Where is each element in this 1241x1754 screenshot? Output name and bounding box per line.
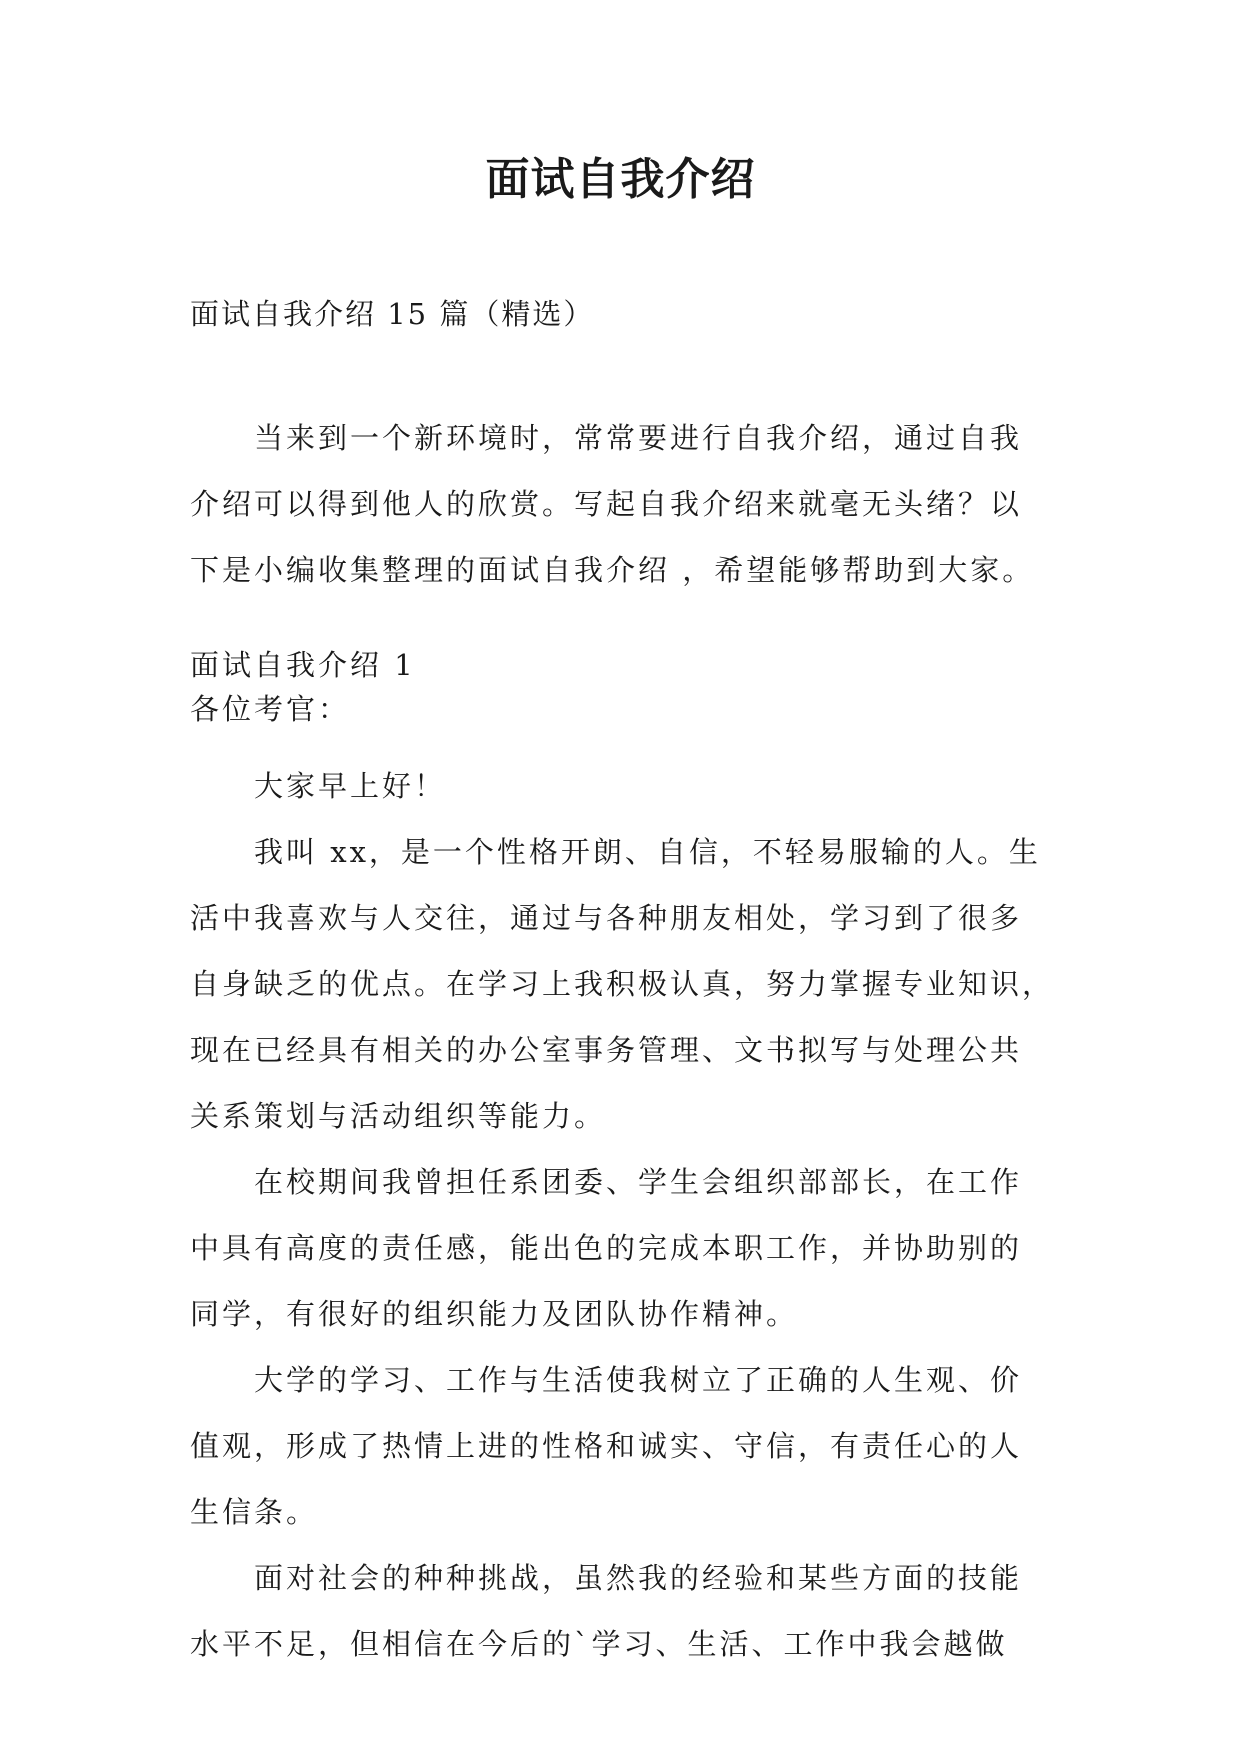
text-line: 水平不足，但相信在今后的`学习、生活、工作中我会越做 [190,1627,1008,1661]
paragraph-4 [190,1545,1060,1677]
text-line: 面对社会的种种挑战，虽然我的经验和某些方面的技能 [254,1561,1023,1595]
greeting: 大家早上好！ [254,769,447,803]
paragraph-2 [190,1149,1060,1347]
text-line: 下是小编收集整理的面试自我介绍 ，希望能够帮助到大家。 [190,553,1035,587]
text-line: 在校期间我曾担任系团委、学生会组织部部长，在工作 [254,1165,1023,1199]
intro-paragraph [190,405,1060,603]
section-1 [190,643,1060,1677]
section-heading: 面试自我介绍 1 [190,648,416,682]
document-title: 面试自我介绍 [485,154,756,205]
text-line: 生信条。 [190,1495,319,1529]
salutation: 各位考官： [190,692,351,726]
text-line: 介绍可以得到他人的欣赏。写起自我介绍来就毫无头绪？以 [190,487,1023,521]
text-line: 当来到一个新环境时，常常要进行自我介绍，通过自我 [254,421,1023,455]
text-line: 同学，有很好的组织能力及团队协作精神。 [190,1297,799,1331]
text-line: 活中我喜欢与人交往，通过与各种朋友相处，学习到了很多 [190,901,1023,935]
text-line: 我叫 xx，是一个性格开朗、自信，不轻易服输的人。生 [254,835,1041,869]
text-line: 关系策划与活动组织等能力。 [190,1099,607,1133]
text-line: 大学的学习、工作与生活使我树立了正确的人生观、价 [254,1363,1023,1397]
document-subtitle: 面试自我介绍 15 篇（精选） [190,297,595,331]
text-line: 值观，形成了热情上进的性格和诚实、守信，有责任心的人 [190,1429,1023,1463]
paragraph-1 [190,819,1060,1149]
text-line: 自身缺乏的优点。在学习上我积极认真，努力掌握专业知识， [190,967,1055,1001]
text-line: 中具有高度的责任感，能出色的完成本职工作，并协助别的 [190,1231,1023,1265]
text-line: 现在已经具有相关的办公室事务管理、文书拟写与处理公共 [190,1033,1023,1067]
paragraph-3 [190,1347,1060,1545]
